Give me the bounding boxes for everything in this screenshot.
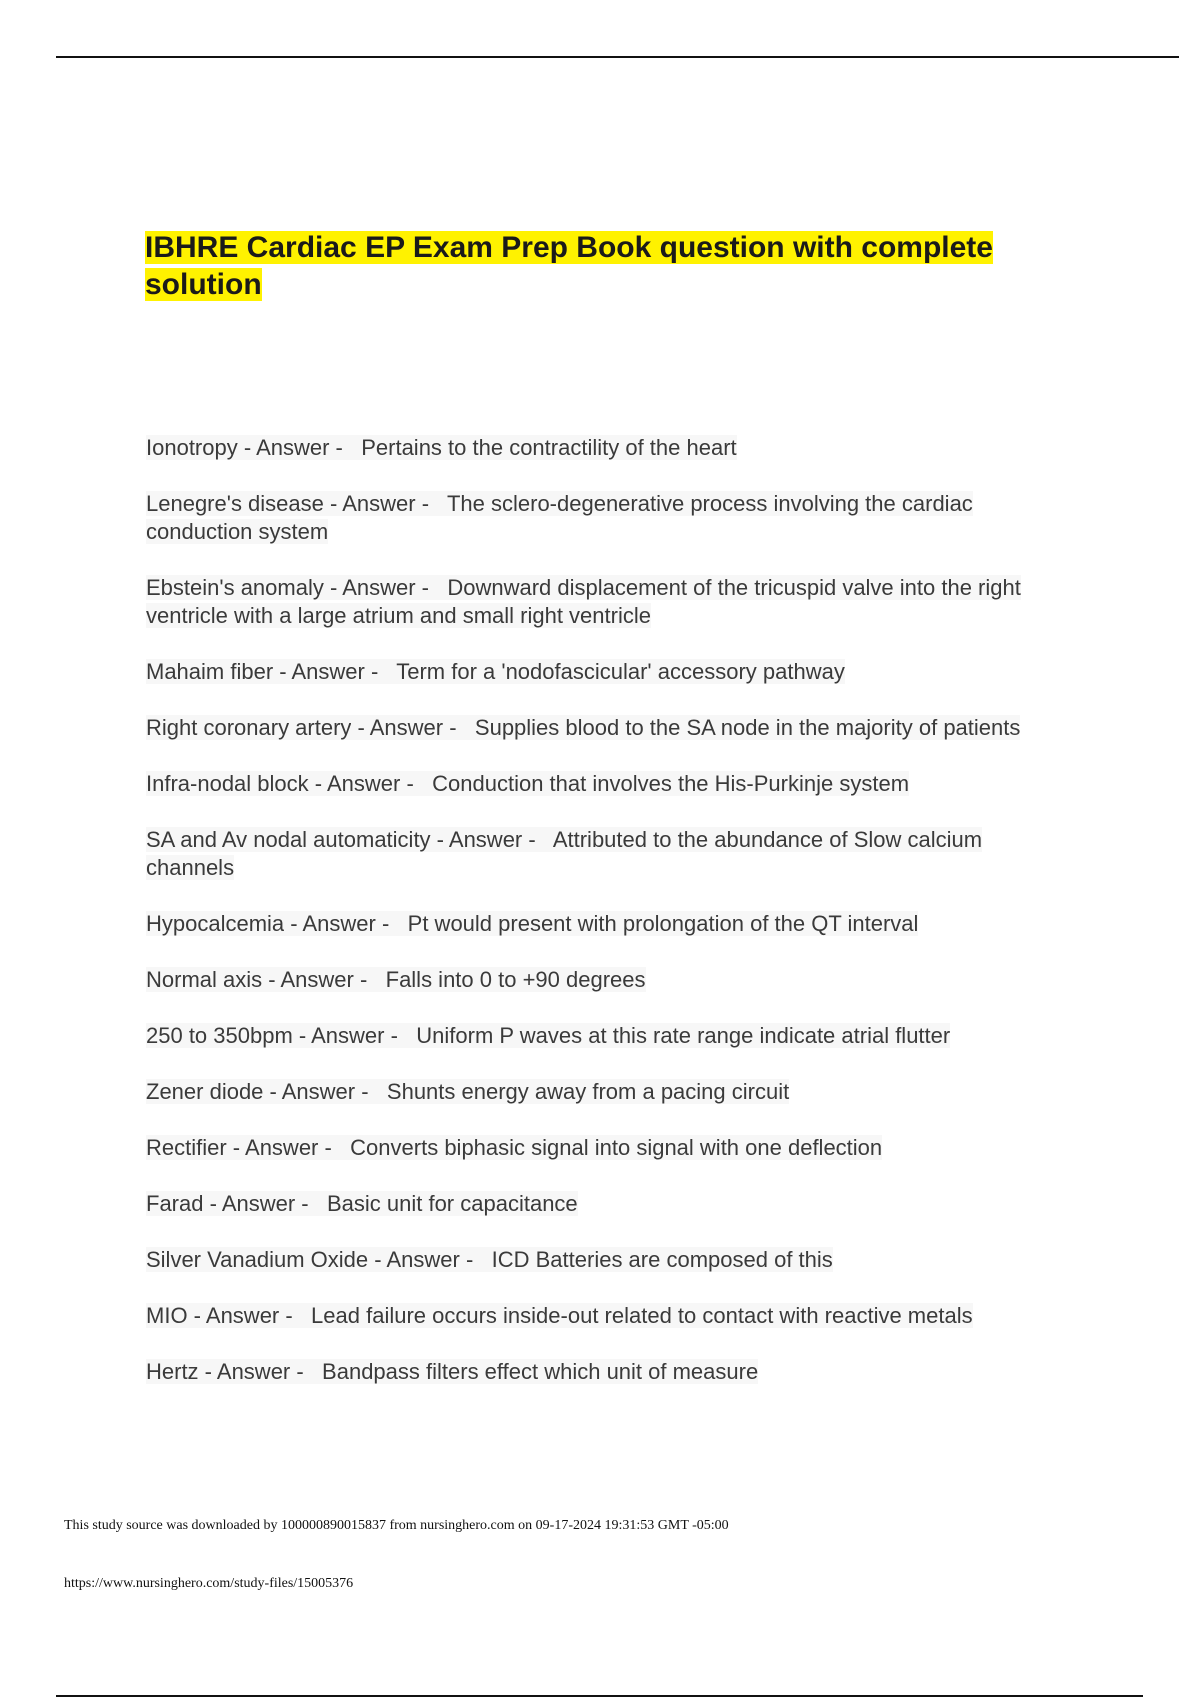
qa-answer: Bandpass filters effect which unit of measure xyxy=(322,1359,759,1384)
qa-item xyxy=(146,574,1076,630)
qa-answer: Falls into 0 to +90 degrees xyxy=(385,967,646,992)
qa-term: Infra-nodal block xyxy=(146,771,309,796)
source-url: https://www.nursinghero.com/study-files/15005376 xyxy=(64,1576,354,1591)
qa-term: Farad xyxy=(146,1191,204,1216)
qa-item xyxy=(146,1134,1076,1162)
qa-answer: Basic unit for capacitance xyxy=(326,1191,578,1216)
qa-separator: - Answer - xyxy=(323,575,448,600)
qa-term: Ionotropy xyxy=(146,435,238,460)
qa-answer: The sclero-degenerative process involving the cardiac conduction system xyxy=(146,491,973,544)
qa-answer: Attributed to the abundance of Slow calcium channels xyxy=(146,827,983,880)
qa-separator: - Answer - xyxy=(368,1247,492,1272)
qa-separator: - Answer - xyxy=(273,659,397,684)
header-rule xyxy=(56,56,1179,58)
qa-item xyxy=(146,1302,1076,1330)
qa-term: Ebstein's anomaly xyxy=(146,575,324,600)
qa-answer: Term for a 'nodofascicular' accessory pathway xyxy=(396,659,845,684)
qa-answer: Uniform P waves at this rate range indicate atrial flutter xyxy=(416,1023,951,1048)
qa-item xyxy=(146,714,1076,742)
qa-separator: - Answer - xyxy=(308,771,433,796)
qa-answer: Downward displacement of the tricuspid valve into the right ventricle with a large atrium and small right ventricle xyxy=(146,575,1021,628)
qa-separator: - Answer - xyxy=(203,1191,327,1216)
qa-term: Right coronary artery xyxy=(146,715,352,740)
qa-separator: - Answer - xyxy=(198,1359,323,1384)
qa-answer: Lead failure occurs inside-out related to contact with reactive metals xyxy=(311,1303,973,1328)
qa-item xyxy=(146,434,1076,462)
qa-answer: Pertains to the contractility of the heart xyxy=(361,435,737,460)
qa-separator: - Answer - xyxy=(292,1023,417,1048)
qa-term: Rectifier xyxy=(146,1135,227,1160)
qa-answer: Converts biphasic signal into signal with one deflection xyxy=(350,1135,883,1160)
qa-term: MIO xyxy=(146,1303,188,1328)
qa-item xyxy=(146,1246,1076,1274)
qa-term: 250 to 350bpm xyxy=(146,1023,293,1048)
qa-term: Mahaim fiber xyxy=(146,659,274,684)
qa-separator: - Answer - xyxy=(263,1079,387,1104)
qa-term: Hypocalcemia xyxy=(146,911,285,936)
qa-term: Lenegre's disease xyxy=(146,491,324,516)
qa-answer: Pt would present with prolongation of the QT interval xyxy=(407,911,919,936)
download-source-note: This study source was downloaded by 100000890015837 from nursinghero.com on 09-17-2024 19:31:53 GMT -05:00 xyxy=(64,1518,729,1533)
qa-item xyxy=(146,1358,1076,1386)
qa-answer: Conduction that involves the His-Purkinje system xyxy=(432,771,910,796)
qa-separator: - Answer - xyxy=(187,1303,312,1328)
qa-item xyxy=(146,826,1076,882)
qa-item xyxy=(146,966,1076,994)
qa-item xyxy=(146,1078,1076,1106)
qa-term: SA and Av nodal automaticity xyxy=(146,827,431,852)
qa-separator: - Answer - xyxy=(237,435,362,460)
qa-item xyxy=(146,1190,1076,1218)
qa-item xyxy=(146,658,1076,686)
qa-separator: - Answer - xyxy=(430,827,553,852)
qa-separator: - Answer - xyxy=(284,911,408,936)
qa-item xyxy=(146,1022,1076,1050)
qa-term: Hertz xyxy=(146,1359,199,1384)
qa-separator: - Answer - xyxy=(351,715,475,740)
qa-answer: ICD Batteries are composed of this xyxy=(491,1247,833,1272)
qa-separator: - Answer - xyxy=(226,1135,351,1160)
qa-term: Zener diode xyxy=(146,1079,264,1104)
document-title xyxy=(145,229,1065,303)
qa-answer: Shunts energy away from a pacing circuit xyxy=(386,1079,790,1104)
qa-term: Normal axis xyxy=(146,967,263,992)
qa-separator: - Answer - xyxy=(323,491,447,516)
qa-item xyxy=(146,490,1076,546)
qa-answer: Supplies blood to the SA node in the majority of patients xyxy=(474,715,1021,740)
qa-list xyxy=(146,434,1076,1414)
qa-item xyxy=(146,770,1076,798)
qa-item xyxy=(146,910,1076,938)
footer-rule xyxy=(56,1695,1143,1697)
document-title-text: IBHRE Cardiac EP Exam Prep Book question with complete solution xyxy=(145,231,993,301)
qa-term: Silver Vanadium Oxide xyxy=(146,1247,369,1272)
qa-separator: - Answer - xyxy=(262,967,386,992)
